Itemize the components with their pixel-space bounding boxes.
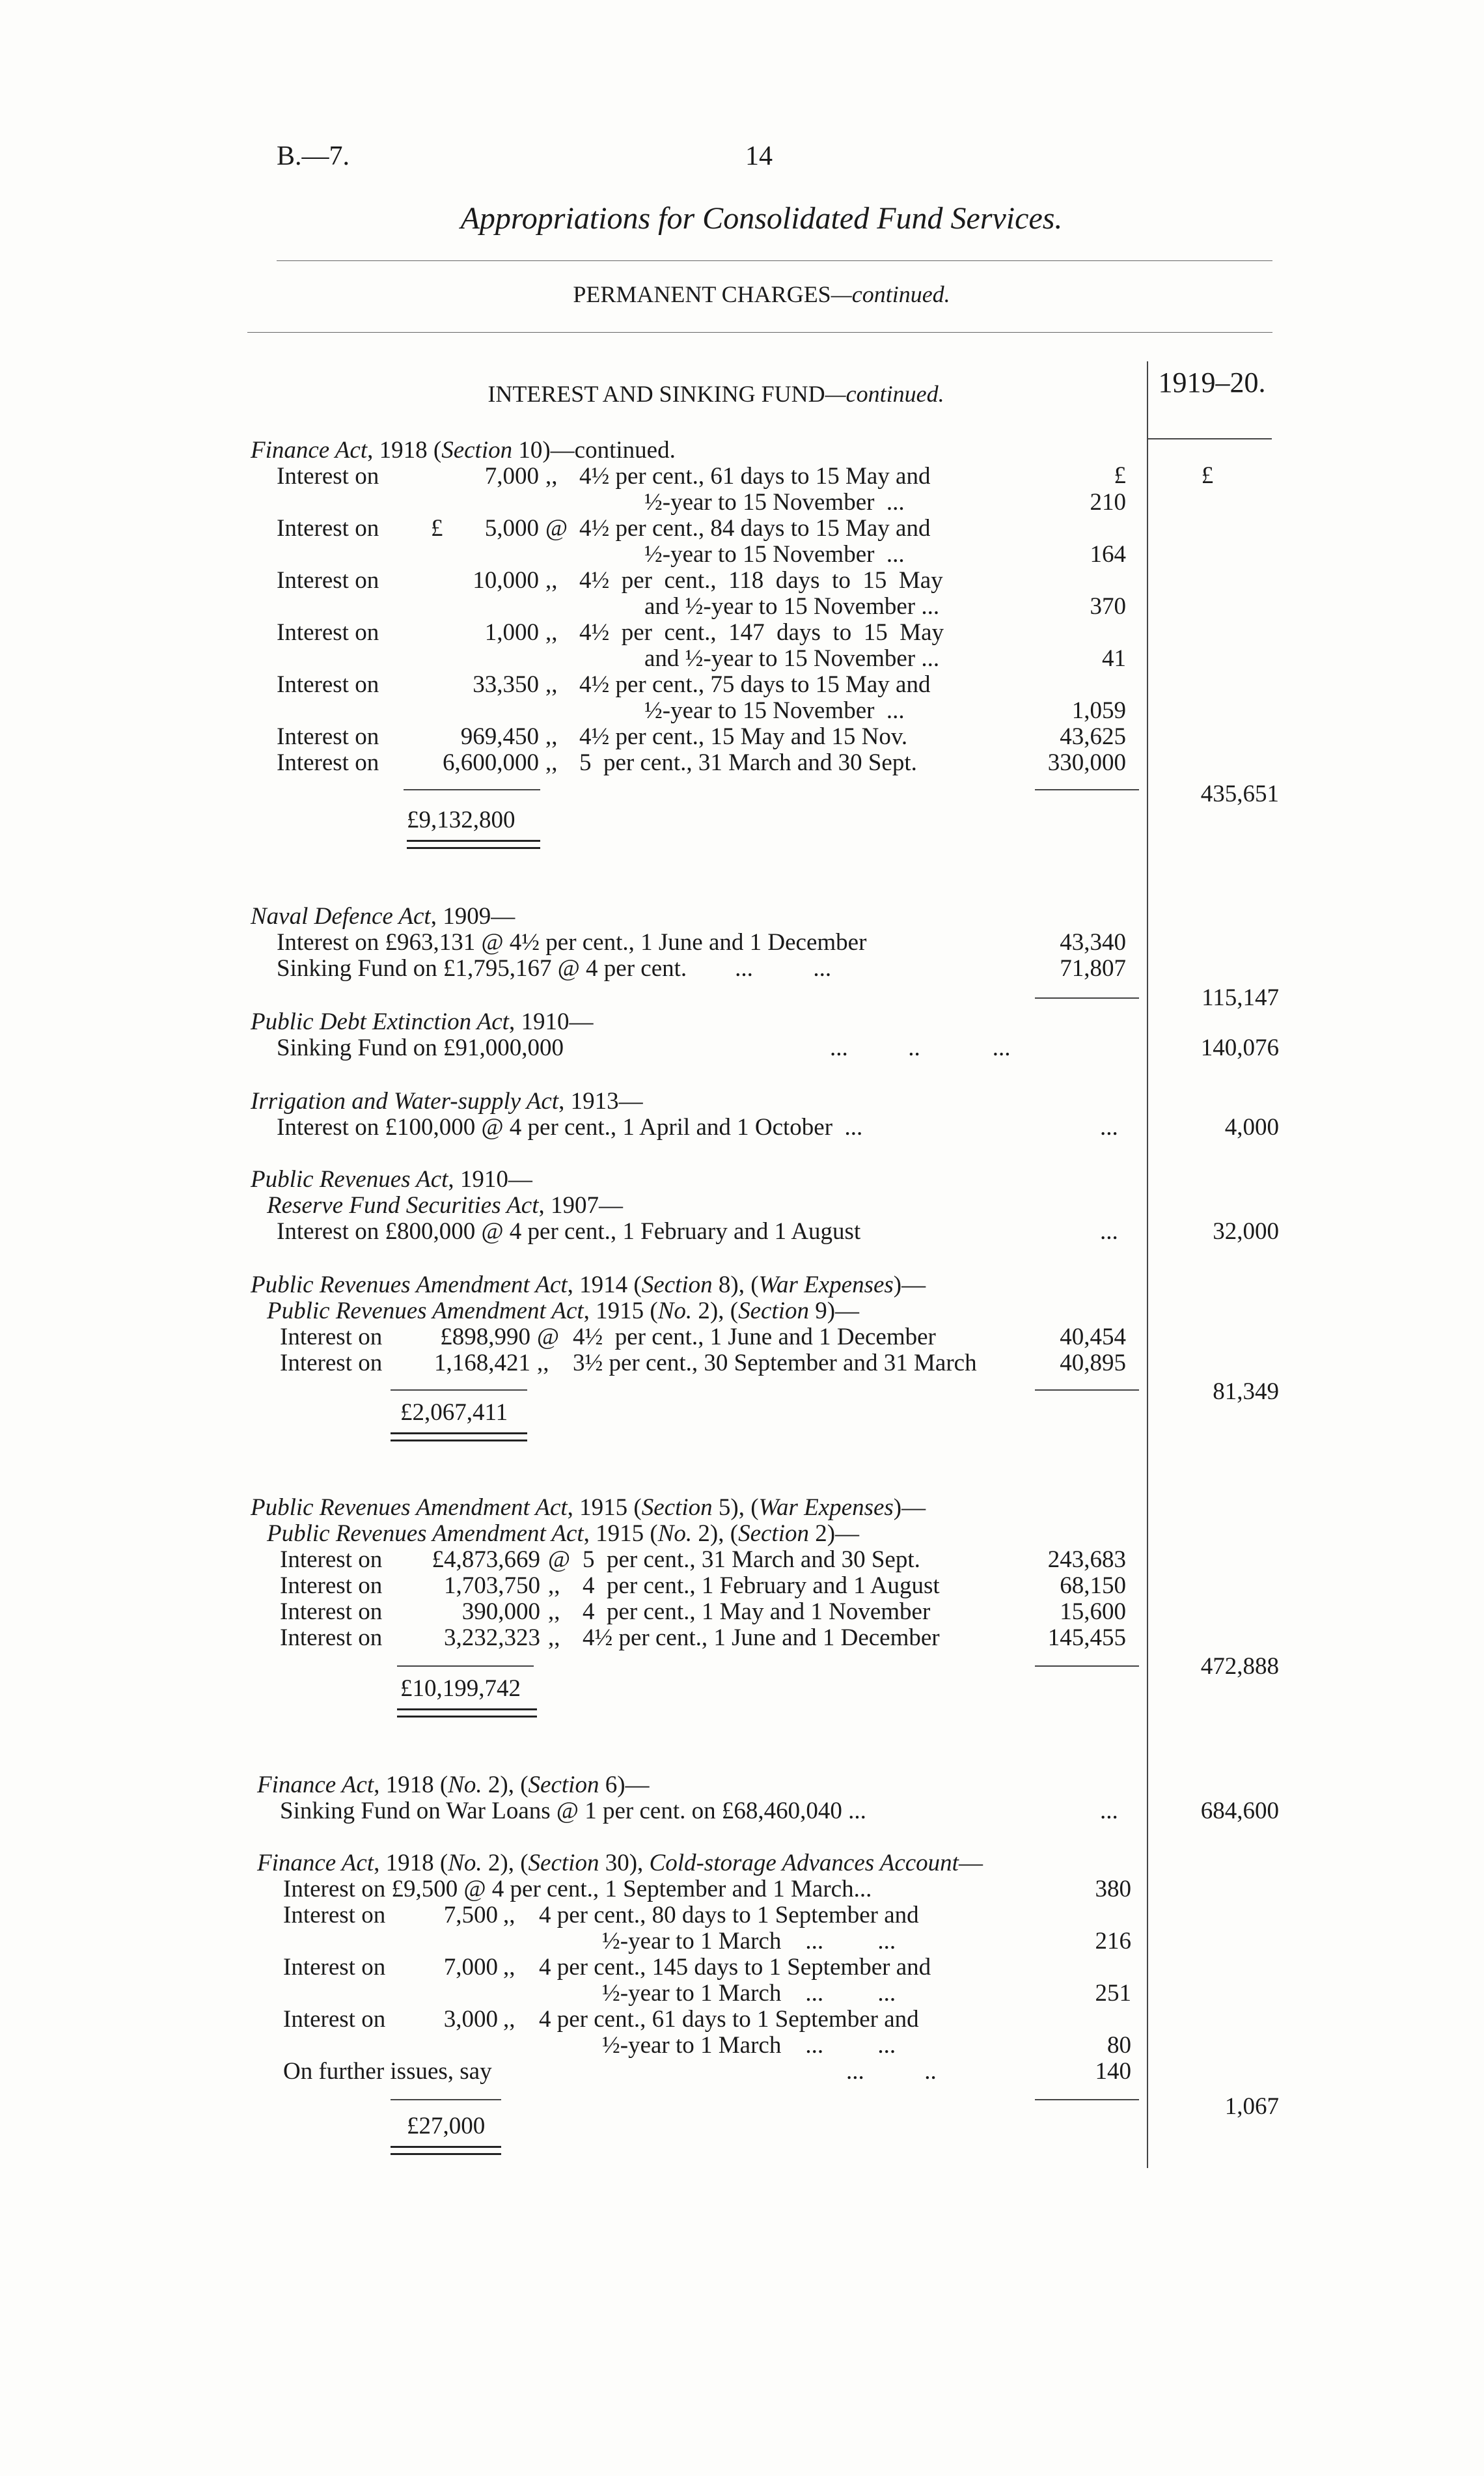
row-amount: 5,000 (484, 515, 539, 542)
row-text-line1: 4 per cent., 145 days to 1 September and (539, 1954, 931, 1981)
subtitle-continued: —continued. (831, 281, 950, 307)
row-label: Interest on (280, 1546, 383, 1573)
row-text-line2: ½-year to 15 November ... (644, 489, 905, 516)
further-issues-label: On further issues, say (283, 2058, 492, 2085)
row-ditto: ,, (503, 1954, 515, 1981)
row-text: 4½ per cent., 15 May and 15 Nov. (579, 723, 908, 750)
row-text-line2: and ½-year to 15 November ... (644, 593, 940, 620)
row-ditto: ,, (545, 723, 558, 750)
row-amount: 10,000 (473, 567, 539, 594)
act-year: , 1910— (448, 1166, 532, 1193)
row-label: Interest on (280, 1572, 383, 1599)
act-heading-war-1915-no2 (267, 1521, 859, 1547)
act-war-expenses: War Expenses (758, 1494, 894, 1521)
row-value: 243,683 (1047, 1546, 1126, 1573)
act-section-word: Section (441, 437, 513, 464)
section-main: INTEREST AND SINKING FUND (488, 381, 825, 407)
row-label: Interest on (277, 619, 379, 646)
act-name: Public Revenues Amendment Act (267, 1298, 584, 1324)
act-section-number: 8), ( (712, 1272, 759, 1298)
row-ditto: ,, (548, 1598, 560, 1625)
act-year: , 1915 ( (583, 1298, 658, 1324)
act-end: )— (893, 1494, 926, 1521)
section-continued: —continued. (825, 381, 944, 407)
row-text: 4 per cent., 1 May and 1 November (583, 1598, 931, 1625)
act-section-rest: 10)—continued. (512, 437, 676, 464)
row-amount: £4,873,669 (432, 1546, 540, 1573)
row-label: Interest on (283, 1902, 386, 1928)
year-rule (1147, 438, 1272, 439)
row-value: 380 (1095, 1876, 1131, 1902)
row-amount: 7,000 (484, 463, 539, 490)
row-value: 140 (1095, 2058, 1131, 2085)
public-revenues-line: Interest on £800,000 @ 4 per cent., 1 February and 1 August (277, 1218, 861, 1245)
act-name: Public Revenues Act (251, 1166, 448, 1193)
row-currency: £ (431, 515, 443, 542)
row-label: Interest on (277, 749, 379, 776)
naval-line-1: Interest on £963,131 @ 4½ per cent., 1 June and 1 December (277, 929, 867, 956)
debt-extinction-line: Sinking Fund on £91,000,000 (277, 1035, 564, 1061)
act-heading-debt-extinction (251, 1009, 593, 1035)
act-section-number: 5), ( (712, 1494, 759, 1521)
row-ditto: ,, (545, 671, 558, 698)
row-text-line1: 4½ per cent., 75 days to 15 May and (579, 671, 931, 698)
row-ditto: ,, (548, 1572, 560, 1599)
capital-rule (397, 1665, 534, 1667)
row-amount: 969,450 (460, 723, 539, 750)
act-name: Finance Act (251, 437, 368, 464)
capital-total: £10,199,742 (400, 1675, 521, 1702)
row-label: Interest on (277, 567, 379, 594)
act-name: Finance Act (257, 1850, 374, 1876)
row-amount: 3,000 (443, 2006, 498, 2033)
row-ditto: ,, (545, 567, 558, 594)
section-total: 4,000 (1224, 1114, 1279, 1141)
row-ditto: @ (548, 1546, 571, 1573)
row-label: Interest on (280, 1624, 383, 1651)
act-end: 6)— (599, 1772, 650, 1798)
year-header: 1919–20. (1158, 367, 1266, 398)
section-total: 684,600 (1200, 1798, 1279, 1824)
act-number: 2), ( (482, 1772, 529, 1798)
act-year: , 1909— (430, 903, 515, 930)
act-year: , 1914 ( (567, 1272, 642, 1298)
row-label: Interest on (283, 1954, 386, 1981)
row-text-line1: 4 per cent., 80 days to 1 September and (539, 1902, 919, 1928)
row-amount: 1,703,750 (444, 1572, 540, 1599)
act-section-word: Section (528, 1850, 599, 1876)
row-value: 145,455 (1047, 1624, 1126, 1651)
naval-value-1: 43,340 (1060, 929, 1126, 956)
act-section-word: Section (528, 1772, 599, 1798)
subtotal-rule (1035, 2099, 1139, 2100)
naval-line-2: Sinking Fund on £1,795,167 @ 4 per cent. ... ... (277, 955, 832, 982)
act-year: , 1907— (538, 1192, 623, 1219)
act-name: Public Revenues Amendment Act (267, 1520, 584, 1547)
column-separator (1147, 361, 1148, 2168)
act-name: Finance Act (257, 1772, 374, 1798)
row-amount: 33,350 (473, 671, 539, 698)
row-text-line2: ½-year to 1 March ... ... (602, 2032, 896, 2059)
row-text-line2: and ½-year to 15 November ... (644, 645, 940, 672)
row-amount: 3,232,323 (444, 1624, 540, 1651)
double-rule (391, 1432, 527, 1441)
row-ditto: @ (537, 1324, 560, 1350)
rule (277, 260, 1272, 261)
row-text-line1: 4½ per cent., 147 days to 15 May (579, 619, 944, 646)
leader-dots: ... (1100, 1218, 1118, 1245)
irrigation-line: Interest on £100,000 @ 4 per cent., 1 April and 1 October ... (277, 1114, 863, 1141)
row-ditto: ,, (537, 1350, 549, 1376)
row-amount: 390,000 (461, 1598, 540, 1625)
row-label: Interest on (280, 1324, 383, 1350)
act-heading-war-loans (257, 1772, 650, 1798)
row-label: Interest on (277, 671, 379, 698)
act-end: — (958, 1850, 983, 1876)
subtotal-rule (1035, 1665, 1139, 1667)
section-total: 32,000 (1213, 1218, 1279, 1245)
section-total: 1,067 (1224, 2093, 1279, 2120)
row-text-line2: ½-year to 1 March ... ... (602, 1928, 896, 1954)
act-section-word: Section (641, 1272, 713, 1298)
section-total: 435,651 (1200, 781, 1279, 807)
capital-rule (391, 1389, 527, 1391)
act-section-word: Section (738, 1520, 809, 1547)
row-value: 41 (1102, 645, 1126, 672)
row-label: Interest on (277, 515, 379, 542)
act-heading-cold-storage (257, 1850, 983, 1876)
row-value: 15,600 (1060, 1598, 1126, 1625)
row-value: 216 (1095, 1928, 1131, 1954)
act-end: 2)— (808, 1520, 860, 1547)
row-text: 5 per cent., 31 March and 30 Sept. (583, 1546, 920, 1573)
act-number-word: No. (448, 1850, 482, 1876)
act-name: Public Revenues Amendment Act (251, 1494, 568, 1521)
act-year: , 1918 ( (374, 1772, 448, 1798)
rule (247, 332, 1272, 333)
act-section-word: Section (641, 1494, 713, 1521)
act-number-word: No. (448, 1772, 482, 1798)
subtotal-rule (1035, 789, 1139, 790)
row-label: Interest on (283, 2006, 386, 2033)
row-ditto: ,, (545, 749, 558, 776)
row-label: Interest on (277, 723, 379, 750)
row-amount: 6,600,000 (443, 749, 539, 776)
act-end: )— (893, 1272, 926, 1298)
capital-total: £27,000 (407, 2113, 486, 2139)
act-heading-irrigation (251, 1089, 643, 1115)
row-text: 3½ per cent., 30 September and 31 March (573, 1350, 977, 1376)
row-value: 164 (1090, 541, 1126, 568)
row-value: 370 (1090, 593, 1126, 620)
act-number: 2), ( (692, 1298, 739, 1324)
row-text-line2: ½-year to 1 March ... ... (602, 1980, 896, 2007)
act-number: 2), ( (482, 1850, 529, 1876)
section-heading (391, 381, 1041, 407)
double-rule (397, 1708, 537, 1718)
act-heading-reserve-fund (267, 1193, 623, 1219)
act-number-word: No. (657, 1520, 693, 1547)
row-label: Interest on (277, 463, 379, 490)
act-year: , 1915 ( (567, 1494, 642, 1521)
page-title: Appropriations for Consolidated Fund Services. (460, 201, 1063, 236)
section-total: 115,147 (1202, 984, 1279, 1011)
double-rule (407, 840, 540, 849)
cold-storage-line-0: Interest on £9,500 @ 4 per cent., 1 September and 1 March... (283, 1876, 872, 1902)
section-total: 472,888 (1200, 1653, 1279, 1680)
act-account: Cold-storage Advances Account (649, 1850, 959, 1876)
capital-total: £9,132,800 (407, 807, 515, 833)
row-value: 80 (1107, 2032, 1131, 2059)
row-amount: 7,000 (443, 1954, 498, 1981)
act-section-number: 30), (599, 1850, 650, 1876)
leader-dots: ... .. (846, 2058, 937, 2085)
row-value: 251 (1095, 1980, 1131, 2007)
act-name: Irrigation and Water-supply Act (251, 1088, 559, 1115)
subtitle (391, 281, 1133, 307)
leader-dots: ... (1100, 1798, 1118, 1824)
row-text-line2: ½-year to 15 November ... (644, 697, 905, 724)
row-ditto: ,, (503, 1902, 515, 1928)
act-name: Public Debt Extinction Act (251, 1008, 509, 1035)
double-rule (391, 2146, 501, 2155)
row-amount: 7,500 (443, 1902, 498, 1928)
act-number: 2), ( (692, 1520, 739, 1547)
row-text: 4 per cent., 1 February and 1 August (583, 1572, 940, 1599)
row-amount: £898,990 (440, 1324, 530, 1350)
row-ditto: ,, (545, 619, 558, 646)
section-total: 81,349 (1213, 1378, 1279, 1405)
row-text-line2: ½-year to 15 November ... (644, 541, 905, 568)
act-heading-war-1915-no2 (267, 1298, 859, 1324)
act-number-word: No. (657, 1298, 693, 1324)
act-name: Reserve Fund Securities Act (267, 1192, 539, 1219)
leader-dots: ... (1100, 1114, 1118, 1141)
row-text-line1: 4½ per cent., 118 days to 15 May (579, 567, 943, 594)
naval-value-2: 71,807 (1060, 955, 1126, 982)
act-end: 9)— (808, 1298, 860, 1324)
act-section-word: Section (738, 1298, 809, 1324)
row-amount: 1,168,421 (434, 1350, 530, 1376)
act-name: Public Revenues Amendment Act (251, 1272, 568, 1298)
act-heading-finance-1918 (251, 438, 676, 464)
act-war-expenses: War Expenses (758, 1272, 894, 1298)
act-heading-public-revenues (251, 1167, 532, 1193)
row-value: 210 (1090, 489, 1126, 516)
row-value: 40,895 (1060, 1350, 1126, 1376)
act-year: , 1918 ( (374, 1850, 448, 1876)
row-ditto: ,, (545, 463, 558, 490)
row-value: 330,000 (1047, 749, 1126, 776)
row-value: 1,059 (1071, 697, 1126, 724)
act-heading-war-1915 (251, 1495, 926, 1521)
act-heading-war-1914 (251, 1272, 926, 1298)
row-ditto: @ (545, 515, 568, 542)
row-value: 43,625 (1060, 723, 1126, 750)
act-name: Naval Defence Act (251, 903, 431, 930)
row-label: Interest on (280, 1350, 383, 1376)
row-label: Interest on (280, 1598, 383, 1625)
capital-rule (391, 2099, 501, 2100)
row-value: 68,150 (1060, 1572, 1126, 1599)
leader-dots: ... .. ... (830, 1035, 1011, 1061)
act-year: , 1918 ( (367, 437, 442, 464)
page-ref: B.—7. (277, 141, 350, 171)
capital-rule (404, 789, 540, 790)
page-number: 14 (745, 141, 773, 171)
row-text: 4½ per cent., 1 June and 1 December (573, 1324, 936, 1350)
subtotal-rule (1035, 997, 1139, 999)
row-value: 40,454 (1060, 1324, 1126, 1350)
subtitle-main: PERMANENT CHARGES (573, 281, 831, 307)
capital-total: £2,067,411 (400, 1399, 508, 1426)
act-year: , 1910— (508, 1008, 594, 1035)
currency-mark-col2: £ (1201, 462, 1214, 489)
row-text: 4½ per cent., 1 June and 1 December (583, 1624, 940, 1651)
act-year: , 1915 ( (583, 1520, 658, 1547)
row-text: 5 per cent., 31 March and 30 Sept. (579, 749, 917, 776)
row-ditto: ,, (503, 2006, 515, 2033)
row-text-line1: 4½ per cent., 84 days to 15 May and (579, 515, 931, 542)
row-text-line1: 4 per cent., 61 days to 1 September and (539, 2006, 919, 2033)
subtotal-rule (1035, 1389, 1139, 1391)
section-total: 140,076 (1200, 1035, 1279, 1061)
war-loans-line: Sinking Fund on War Loans @ 1 per cent. on £68,460,040 ... (280, 1798, 866, 1824)
row-amount: 1,000 (484, 619, 539, 646)
act-year: , 1913— (558, 1088, 643, 1115)
row-ditto: ,, (548, 1624, 560, 1651)
act-heading-naval (251, 904, 515, 930)
row-text-line1: 4½ per cent., 61 days to 15 May and (579, 463, 931, 490)
currency-mark-col1: £ (1114, 462, 1126, 489)
